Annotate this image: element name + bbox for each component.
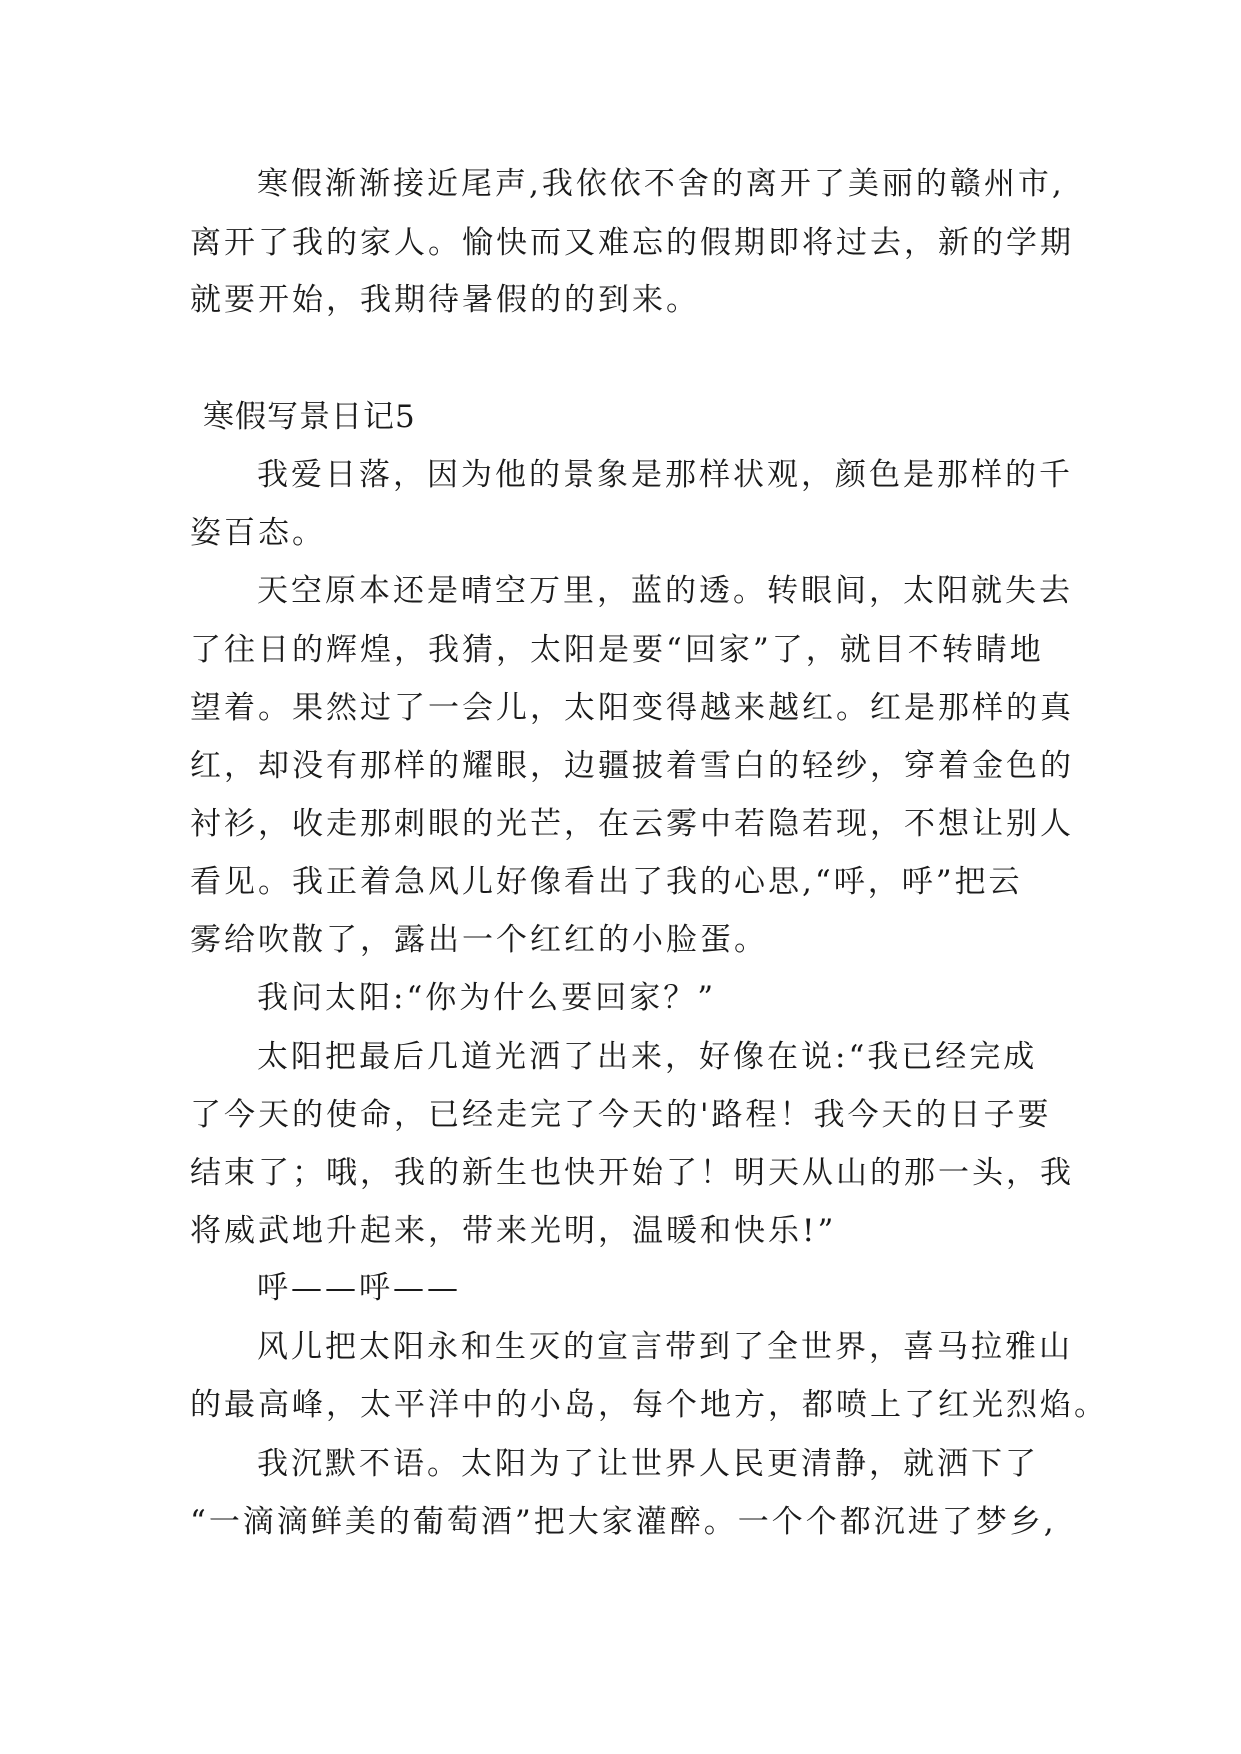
paragraph-line: 离开了我的家人。愉快而又难忘的假期即将过去，新的学期 <box>190 225 1074 261</box>
paragraph-line: 太阳把最后几道光洒了出来，好像在说:“我已经完成 <box>257 1039 1038 1075</box>
paragraph-line: 了往日的辉煌，我猜，太阳是要“回家”了，就目不转睛地 <box>190 632 1044 668</box>
paragraph-line: 天空原本还是晴空万里，蓝的透。转眼间，太阳就失去 <box>257 573 1073 609</box>
paragraph-line: 姿百态。 <box>190 515 326 551</box>
paragraph-line: 我问太阳:“你为什么要回家？” <box>257 980 717 1016</box>
paragraph-line: 的最高峰，太平洋中的小岛，每个地方，都喷上了红光烈焰。 <box>190 1387 1108 1423</box>
paragraph-line: 衬衫，收走那刺眼的光芒，在云雾中若隐若现，不想让别人 <box>190 806 1074 842</box>
paragraph-line: 风儿把太阳永和生灭的宣言带到了全世界，喜马拉雅山 <box>257 1329 1073 1365</box>
paragraph-line: 红，却没有那样的耀眼，边疆披着雪白的轻纱，穿着金色的 <box>190 748 1074 784</box>
paragraph-line: 寒假渐渐接近尾声,我依依不舍的离开了美丽的赣州市, <box>257 166 1065 202</box>
paragraph-line: 就要开始，我期待暑假的的到来。 <box>190 282 700 318</box>
paragraph-line: 呼——呼—— <box>257 1270 461 1306</box>
section-title: 寒假写景日记5 <box>203 399 416 435</box>
paragraph-line: 看见。我正着急风儿好像看出了我的心思,“呼，呼”把云 <box>190 864 1023 900</box>
paragraph-line: 望着。果然过了一会儿，太阳变得越来越红。红是那样的真 <box>190 690 1074 726</box>
paragraph-line: “一滴滴鲜美的葡萄酒”把大家灌醉。一个个都沉进了梦乡, <box>190 1504 1057 1540</box>
paragraph-line: 我沉默不语。太阳为了让世界人民更清静，就洒下了 <box>257 1446 1039 1482</box>
paragraph-line: 我爱日落，因为他的景象是那样状观，颜色是那样的千 <box>257 457 1073 493</box>
paragraph-line: 将威武地升起来，带来光明，温暖和快乐!” <box>190 1213 837 1249</box>
paragraph-line: 结束了；哦，我的新生也快开始了！明天从山的那一头，我 <box>190 1155 1074 1191</box>
paragraph-line: 雾给吹散了，露出一个红红的小脸蛋。 <box>190 922 768 958</box>
paragraph-line: 了今天的使命，已经走完了今天的'路程！我今天的日子要 <box>190 1097 1052 1133</box>
